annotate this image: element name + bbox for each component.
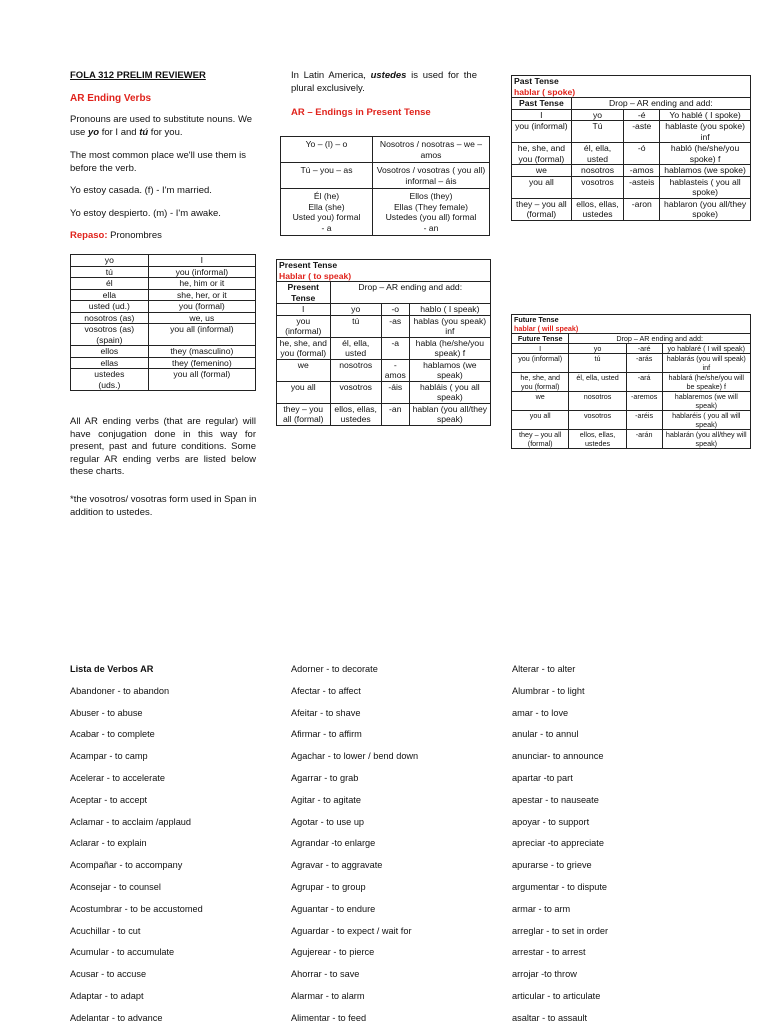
present-row [277,381,491,403]
endings-cell: Yo – (I) – o [281,137,373,163]
verb-list-item: Acampar - to camp [70,751,148,762]
pronoun-meaning-cell: you (informal) [148,266,255,278]
verb-list-item: anular - to annul [512,729,579,740]
present-cell: tú [330,315,381,337]
verb-list-item: Aguantar - to endure [291,903,376,914]
example-married: Yo estoy casada. (f) - I'm married. [70,185,212,196]
present-instruction-cell: Drop – AR ending and add: [330,282,491,304]
verb-list-item: Afectar - to affect [291,685,361,696]
endings-cell: Ellos (they) Ellas (They female) Ustedes (you all) formal - an [372,189,489,236]
future-instruction-cell: Drop – AR ending and add: [569,334,751,344]
pronoun-cell: usted (ud.) [71,301,149,313]
future-verb-title: hablar ( will speak) [514,324,579,333]
verb-list-item: Ahorrar - to save [291,969,360,980]
future-row [512,411,751,430]
vosotros-note: *the vosotros/ vosotras form used in Span in addition to ustedes. [70,494,257,518]
past-row [512,165,751,177]
pronoun-cell: él [71,278,149,290]
verb-list-item: Acelerar - to accelerate [70,772,165,783]
present-cell: hablan (you all/they speak) [409,403,490,425]
present-cell: ellos, ellas, ustedes [330,403,381,425]
past-cell: hablamos (we spoke) [660,165,751,177]
verb-list-item: apartar -to part [512,772,573,783]
endings-cell: Él (he) Ella (she) Usted you) formal - a [281,189,373,236]
verb-list-item: Alterar - to alter [512,664,576,674]
future-cell: hablaremos (we will speak) [662,392,750,411]
past-cell: we [512,165,572,177]
placement-note: The most common place we'll use them is before the verb. [70,150,247,174]
latin-america-note: In Latin America, ustedes is used for the plural exclusively. [291,70,477,94]
pronoun-row [71,346,256,358]
verb-list-item: arreglar - to set in order [512,925,608,936]
past-cell: hablasteis ( you all spoke) [660,176,751,198]
verb-list-item: apurarse - to grieve [512,860,592,871]
pronoun-row [71,255,256,267]
future-cell: -arán [626,430,662,449]
pronoun-meaning-cell: you all (informal) [148,324,255,346]
past-cell: yo [571,109,624,121]
verb-list-item: Adaptar - to adapt [70,990,144,1001]
pronoun-cell: ellas [71,357,149,369]
endings-table [280,136,490,236]
verb-list-item: Acusar - to accuse [70,969,147,980]
verb-list-column-3 [512,663,608,1024]
future-cell: you all [512,411,569,430]
past-row [512,176,751,198]
verb-list-item: argumentar - to dispute [512,881,607,892]
present-cell: él, ella, usted [330,337,381,359]
future-cell: hablará (he/she/you will be speake) f [662,373,750,392]
present-cell: habla (he/she/you speak) f [409,337,490,359]
present-label-cell: Present Tense [277,282,331,304]
verb-list-item: arrojar -to throw [512,969,577,980]
endings-cell: Vosotros / vosotras ( you all) informal – áis [372,163,489,189]
future-cell: you (informal) [512,354,569,373]
future-cell: -aremos [626,392,662,411]
verb-list-item: asaltar - to assault [512,1012,588,1023]
future-cell: we [512,392,569,411]
verb-list-item: Agravar - to aggravate [291,860,383,871]
verb-list-item: apoyar - to support [512,816,590,827]
past-label-cell: Past Tense [512,98,572,110]
future-cell: hablaréis ( you all will speak) [662,411,750,430]
document-title: FOLA 312 PRELIM REVIEWER [70,70,206,81]
past-title-cell [512,76,751,98]
past-tense-table [511,75,751,221]
verb-list-item: Alumbrar - to light [512,685,585,696]
future-cell: ellos, ellas, ustedes [569,430,626,449]
present-row [277,359,491,381]
future-row [512,392,751,411]
future-label-cell: Future Tense [512,334,569,344]
example-awake: Yo estoy despierto. (m) - I'm awake. [70,208,221,219]
future-cell: -aré [626,344,662,354]
present-cell: -a [381,337,409,359]
present-title-cell [277,260,491,282]
verb-list-item: Aconsejar - to counsel [70,881,161,892]
verb-list-item: Agrupar - to group [291,881,366,892]
verb-list-item: Agitar - to agitate [291,794,361,805]
present-cell: -an [381,403,409,425]
verb-list-item: apestar - to nauseate [512,794,599,805]
present-cell: you all [277,381,331,403]
verb-list-item: Alarmar - to alarm [291,990,365,1001]
past-cell: hablaste (you spoke) inf [660,121,751,143]
past-verb-title: hablar ( spoke) [514,86,576,97]
endings-cell: Nosotros / nosotras – we – amos [372,137,489,163]
verb-list-item: apreciar -to appreciate [512,838,604,849]
present-cell: vosotros [330,381,381,403]
endings-row [281,163,490,189]
past-cell: he, she, and you (formal) [512,143,572,165]
past-instruction-cell: Drop – AR ending and add: [571,98,750,110]
future-title-row [512,315,751,334]
present-cell: yo [330,304,381,316]
present-cell: -as [381,315,409,337]
future-tense-title: Future Tense [514,315,559,324]
pronoun-row [71,324,256,346]
pronoun-row [71,266,256,278]
verb-list-item: armar - to arm [512,903,571,914]
present-tense-title: Present Tense [279,260,338,270]
past-cell: I [512,109,572,121]
endings-row [281,189,490,236]
verb-list-item: Aceptar - to accept [70,794,148,805]
past-header-row [512,98,751,110]
past-cell: habló (he/she/you spoke) f [660,143,751,165]
past-cell: -aste [624,121,660,143]
past-cell: ellos, ellas, ustedes [571,198,624,220]
present-cell: you (informal) [277,315,331,337]
future-row [512,430,751,449]
future-cell: -aréis [626,411,662,430]
verb-list-item: anunciar- to announce [512,751,604,762]
past-cell: vosotros [571,176,624,198]
pronoun-meaning-cell: she, her, or it [148,289,255,301]
present-cell: hablo ( I speak) [409,304,490,316]
pronoun-table [70,254,256,391]
future-header-row [512,334,751,344]
past-cell: -ó [624,143,660,165]
pronoun-meaning-cell: we, us [148,312,255,324]
endings-cell: Tú – you – as [281,163,373,189]
future-cell: I [512,344,569,354]
future-cell: nosotros [569,392,626,411]
ar-ending-verbs-heading: AR Ending Verbs [70,93,152,104]
verb-list-item: amar - to love [512,707,569,718]
future-cell: yo hablaré ( I will speak) [662,344,750,354]
past-row [512,143,751,165]
present-cell: we [277,359,331,381]
present-cell: -áis [381,381,409,403]
verb-list-item: Acumular - to accumulate [70,947,175,958]
present-cell: nosotros [330,359,381,381]
past-row [512,109,751,121]
past-cell: hablaron (you all/they spoke) [660,198,751,220]
verb-list-item: arrestar - to arrest [512,947,586,958]
present-title-row [277,260,491,282]
pronoun-row [71,301,256,313]
past-row [512,121,751,143]
present-tense-table [276,259,491,426]
past-cell: you all [512,176,572,198]
past-cell: Yo hablé ( I spoke) [660,109,751,121]
pronoun-cell: tú [71,266,149,278]
verb-list-item: articular - to articulate [512,990,601,1001]
future-cell: él, ella, usted [569,373,626,392]
pronoun-cell: ellos [71,346,149,358]
verb-list-item: Acuchillar - to cut [70,925,141,936]
pronoun-row [71,357,256,369]
pronoun-cell: ella [71,289,149,301]
future-cell: he, she, and you (formal) [512,373,569,392]
future-cell: hablarás (you will speak) inf [662,354,750,373]
verb-list-item: Agarrar - to grab [291,772,359,783]
past-cell: Tú [571,121,624,143]
present-cell: hablamos (we speak) [409,359,490,381]
past-title-row [512,76,751,98]
pronoun-row [71,289,256,301]
past-cell: you (informal) [512,121,572,143]
verb-list-item: Agujerear - to pierce [291,947,375,958]
verb-list-item: Afeitar - to shave [291,707,361,718]
present-header-row [277,282,491,304]
present-cell: he, she, and you (formal) [277,337,331,359]
pronoun-meaning-cell: I [148,255,255,267]
past-row [512,198,751,220]
past-cell: -aron [624,198,660,220]
present-row [277,337,491,359]
conjugation-note: All AR ending verbs (that are regular) will have conjugation done in this way for present, past and future conditions. Some regular AR ending verbs are listed below these charts. [70,416,256,477]
verb-list-item: Aguardar - to expect / wait for [291,925,412,936]
verb-list-item: Alimentar - to feed [291,1012,367,1023]
pronoun-cell: nosotros (as) [71,312,149,324]
future-cell: they – you all (formal) [512,430,569,449]
endings-heading: AR – Endings in Present Tense [291,107,431,118]
repaso-line: Repaso: Pronombres [70,230,162,241]
endings-row [281,137,490,163]
future-cell: tú [569,354,626,373]
future-cell: -ará [626,373,662,392]
past-cell: -é [624,109,660,121]
future-cell: yo [569,344,626,354]
pronoun-row [71,278,256,290]
pronoun-row [71,312,256,324]
pronoun-meaning-cell: you (formal) [148,301,255,313]
present-cell: -amos [381,359,409,381]
pronoun-cell: yo [71,255,149,267]
pronoun-meaning-cell: they (masculino) [148,346,255,358]
pronoun-row [71,369,256,391]
past-cell: -amos [624,165,660,177]
verb-list-item: Agotar - to use up [291,816,365,827]
verb-list-item: Afirmar - to affirm [291,729,362,740]
present-cell: hablas (you speak) inf [409,315,490,337]
present-verb-title: Hablar ( to speak) [279,270,352,281]
past-cell: él, ella, usted [571,143,624,165]
present-row [277,304,491,316]
pronoun-cell: ustedes (uds.) [71,369,149,391]
future-cell: vosotros [569,411,626,430]
verb-list-item: Aclamar - to acclaim /applaud [70,816,192,827]
verb-list-item: Acompañar - to accompany [70,860,183,871]
present-row [277,403,491,425]
verb-list-item: Agrandar -to enlarge [291,838,376,849]
pronoun-meaning-cell: he, him or it [148,278,255,290]
present-cell: habláis ( you all speak) [409,381,490,403]
future-row [512,354,751,373]
verb-list-item: Adorner - to decorate [291,664,378,674]
future-cell: -arás [626,354,662,373]
future-row [512,344,751,354]
present-cell: -o [381,304,409,316]
future-tense-table [511,314,751,449]
past-tense-title: Past Tense [514,76,559,86]
verb-list-item: Abandoner - to abandon [70,685,170,696]
future-title-cell [512,315,751,334]
present-cell: they – you all (formal) [277,403,331,425]
pronoun-meaning-cell: you all (formal) [148,369,255,391]
future-row [512,373,751,392]
future-cell: hablarán (you all/they will speak) [662,430,750,449]
past-cell: nosotros [571,165,624,177]
verb-list-column-1 [70,663,203,1024]
present-cell: I [277,304,331,316]
pronoun-meaning-cell: they (femenino) [148,357,255,369]
past-cell: -asteis [624,176,660,198]
pronouns-intro: Pronouns are used to substitute nouns. We use yo for I and tú for you. [70,114,253,138]
verb-list-item: Acostumbrar - to be accustomed [70,903,203,914]
verb-list-item: Adelantar - to advance [70,1012,163,1023]
present-row [277,315,491,337]
verb-list-item: Abuser - to abuse [70,707,143,718]
verb-list-column-2 [291,663,418,1024]
pronoun-cell: vosotros (as) (spain) [71,324,149,346]
verb-list-heading: Lista de Verbos AR [70,664,154,674]
verb-list-item: Agachar - to lower / bend down [291,751,419,762]
verb-list-item: Acabar - to complete [70,729,155,740]
verb-list-item: Aclarar - to explain [70,838,147,849]
past-cell: they – you all (formal) [512,198,572,220]
